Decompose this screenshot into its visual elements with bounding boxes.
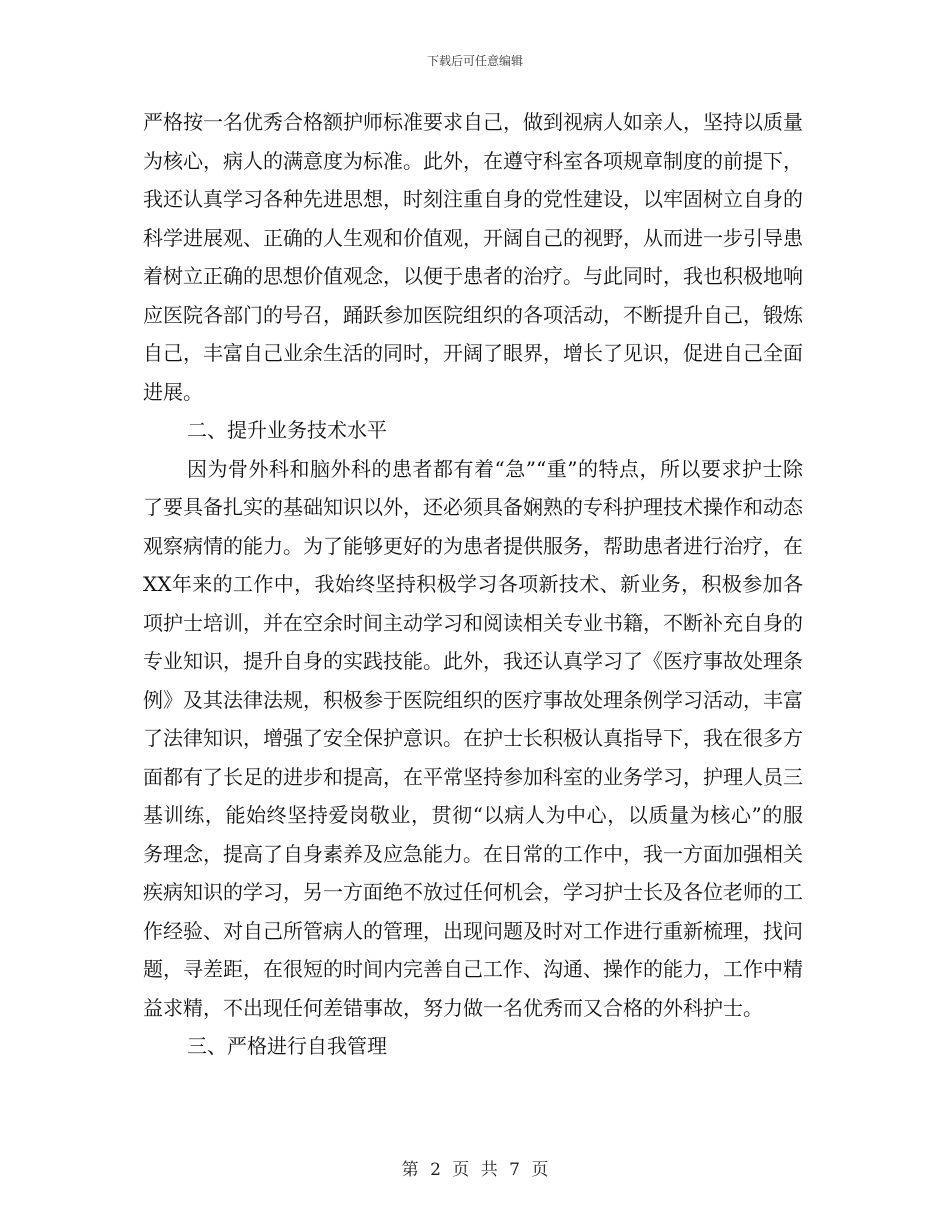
document-body (143, 103, 803, 1066)
page-header: 下载后可任意编辑 (426, 54, 523, 68)
section-heading-3: 三、严格进行自我管理 (187, 1034, 387, 1058)
paragraph-continued: 严格按一名优秀合格额护师标准要求自己，做到视病人如亲人，坚持以质量为核心，病人的满意度为标准。此外，在遵守科室各项规章制度的前提下，我还认真学习各种先进思想，时刻注重自身的党性建设，以牢固树立自身的科学进展观、正确的人生观和价值观，开阔自己的视野，从而进一步引导患着树立正确的思想价值观念，以便于患者的治疗。与此同时，我也积极地响应医院各部门的号召，踊跃参加医院组织的各项活动，不断提升自己，锻炼自己，丰富自己业余生活的同时，开阔了眼界，增长了见识，促进自己全面进展。 (143, 110, 803, 404)
paragraph-body: 因为骨外科和脑外科的患者都有着“急”“重”的特点，所以要求护士除了要具备扎实的基础知识以外，还必须具备娴熟的专科护理技术操作和动态观察病情的能力。为了能够更好的为患者提供服务，帮助患者进行治疗，在XX年来的工作中，我始终坚持积极学习各项新技术、新业务，积极参加各项护士培训，并在空余时间主动学习和阅读相关专业书籍，不断补充自身的专业知识，提升自身的实践技能。此外，我还认真学习了《医疗事故处理条例》及其法律法规，积极参于医院组织的医疗事故处理条例学习活动，丰富了法律知识，增强了安全保护意识。在护士长积极认真指导下，我在很多方面都有了长足的进步和提高，在平常坚持参加科室的业务学习，护理人员三基训练，能始终坚持爱岗敬业，贯彻“以病人为中心，以质量为核心”的服务理念，提高了自身素养及应急能力。在日常的工作中，我一方面加强相关疾病知识的学习，另一方面绝不放过任何机会，学习护士长及各位老师的工作经验、对自己所管病人的管理，出现问题及时对工作进行重新梳理，找问题，寻差距，在很短的时间内完善自己工作、沟通、操作的能力，工作中精益求精，不出现任何差错事故，努力做一名优秀而又合格的外科护士。 (143, 456, 803, 1020)
page-footer: 第 2 页 共 7 页 (401, 1160, 549, 1180)
section-heading-2: 二、提升业务技术水平 (187, 418, 387, 442)
